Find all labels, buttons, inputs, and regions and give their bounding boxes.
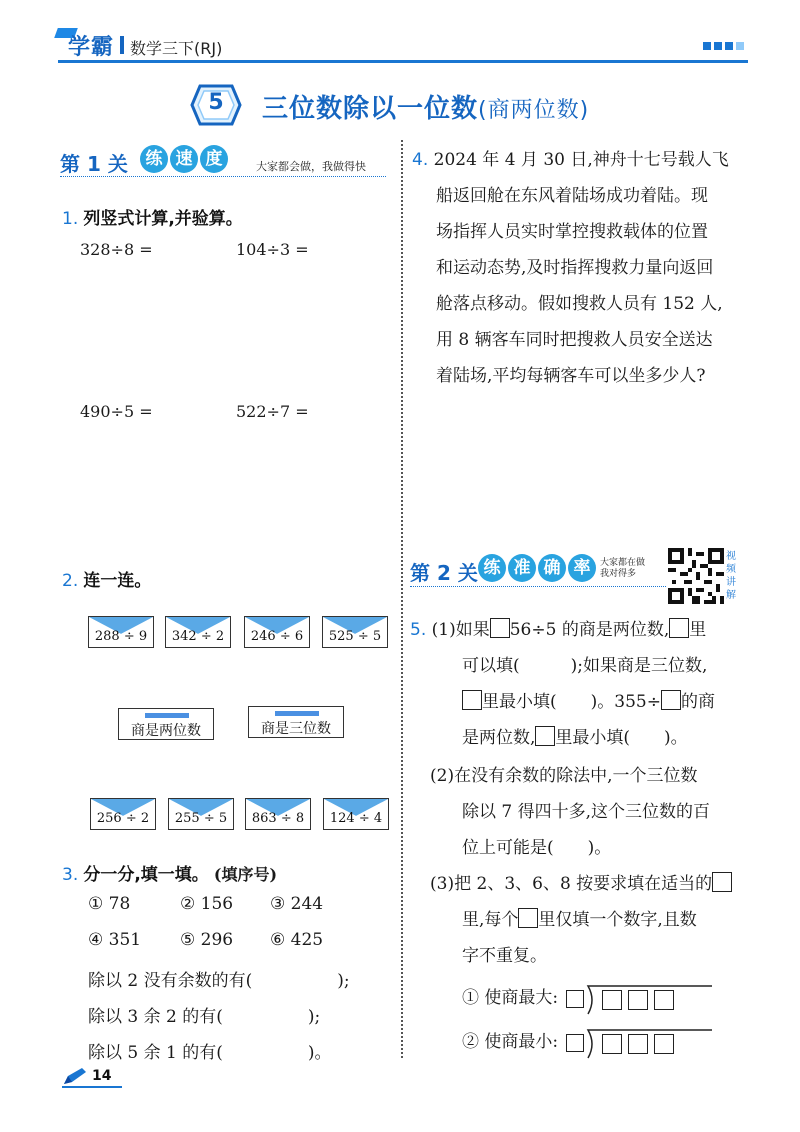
q5-p2-line1: (2)在没有余数的除法中,一个三位数 (430, 766, 698, 786)
dividend-box[interactable] (602, 1034, 622, 1054)
q4-line: 着陆场,平均每辆客车可以坐多少人? (436, 366, 706, 386)
q5-p2-line2: 除以 7 得四十多,这个三位数的百 (462, 802, 711, 822)
q1-item: 490÷5 = (80, 402, 153, 421)
envelope-value: 525 ÷ 5 (328, 629, 382, 644)
footer-rule (62, 1086, 122, 1088)
level1-pills (140, 145, 230, 173)
tag-text: 商是三位数 (261, 721, 331, 737)
envelope-card[interactable] (323, 798, 389, 830)
q3-number: 3. (62, 865, 79, 885)
q3-option: ⑤ 296 (180, 930, 234, 950)
q1-heading (62, 204, 243, 229)
q5-p1-line4: 是两位数, 里最小填( )。 (462, 728, 688, 748)
q4-line: 4. 2024 年 4 月 30 日,神舟十七号载人飞 (412, 150, 729, 170)
video-explain-label[interactable]: 视 频 讲 解 (726, 551, 736, 601)
divisor-box[interactable] (566, 990, 584, 1008)
digit-box[interactable] (669, 618, 689, 638)
lesson-title-main: 三位数除以一位数 (262, 94, 479, 124)
header-squares-icon (703, 42, 744, 50)
tag-bar (145, 713, 189, 718)
q5-p3-sub1: ① 使商最大: (462, 988, 559, 1008)
envelope-card[interactable] (165, 616, 231, 648)
dividend-box[interactable] (654, 990, 674, 1010)
header-rule (58, 60, 748, 63)
q5-number: 5. (410, 620, 427, 640)
level2-underline (410, 586, 666, 587)
level2-label: 第 2 关 (410, 561, 478, 585)
level2-motto: 大家都在做 我对得多 (600, 558, 646, 579)
header-separator (120, 36, 124, 54)
q3-text: 分一分,填一填。 (83, 865, 209, 885)
q4-line: 用 8 辆客车同时把搜救人员安全送达 (436, 330, 713, 350)
q5-p3-line2: 里,每个 里仅填一个数字,且数 (462, 910, 697, 930)
envelope-card[interactable] (245, 798, 311, 830)
lesson-number: 5 (208, 90, 224, 115)
digit-box[interactable] (462, 690, 482, 710)
level1-motto: 大家都会做，我做得快 (256, 160, 366, 173)
q5-p3-sub2: ② 使商最小: (462, 1032, 559, 1052)
q4-line: 舱落点移动。假如搜救人员有 152 人, (436, 294, 723, 314)
q3-option: ③ 244 (270, 894, 324, 914)
q3-option: ① 78 (88, 894, 131, 914)
pill: 度 (200, 145, 228, 173)
q1-text: 列竖式计算,并验算。 (83, 209, 243, 229)
pill: 练 (140, 145, 168, 173)
q3-option: ② 156 (180, 894, 234, 914)
page-number: 14 (92, 1068, 112, 1084)
level2-pills (478, 554, 598, 582)
digit-box[interactable] (490, 618, 510, 638)
dividend-box[interactable] (654, 1034, 674, 1054)
envelope-value: 255 ÷ 5 (174, 811, 228, 826)
digit-box[interactable] (535, 726, 555, 746)
q5-p3-line1: (3)把 2、3、6、8 按要求填在适当的 (430, 866, 732, 902)
q4-line: 场指挥人员实时掌控搜救载体的位置 (436, 222, 708, 242)
envelope-value: 124 ÷ 4 (329, 811, 383, 826)
envelope-value: 863 ÷ 8 (251, 811, 305, 826)
category-tag[interactable] (118, 708, 214, 740)
q3-option: ④ 351 (88, 930, 142, 950)
q5-p2-line3[interactable]: 位上可能是( )。 (462, 838, 612, 858)
pill: 确 (538, 554, 566, 582)
dividend-box[interactable] (602, 990, 622, 1010)
envelope-value: 256 ÷ 2 (96, 811, 150, 826)
envelope-value: 246 ÷ 6 (250, 629, 304, 644)
qr-code-icon[interactable] (668, 548, 724, 604)
q3-heading (62, 860, 277, 885)
dividend-box[interactable] (628, 990, 648, 1010)
pill: 速 (170, 145, 198, 173)
envelope-card[interactable] (244, 616, 310, 648)
level1-underline (60, 176, 386, 177)
q4-block (412, 142, 748, 394)
envelope-card[interactable] (90, 798, 156, 830)
q1-number: 1. (62, 209, 79, 229)
envelope-value: 288 ÷ 9 (94, 629, 148, 644)
q5-p3-line3: 字不重复。 (462, 946, 547, 966)
tag-bar (275, 711, 319, 716)
envelope-card[interactable] (168, 798, 234, 830)
q1-item: 328÷8 = (80, 240, 153, 259)
level1-label: 第 1 关 (60, 152, 128, 176)
envelope-value: 342 ÷ 2 (171, 629, 225, 644)
q3-hint: (填序号) (213, 865, 278, 884)
q3-fill[interactable]: 除以 3 余 2 的有( ); (88, 1007, 321, 1027)
divisor-box[interactable] (566, 1034, 584, 1052)
lesson-title-sub: (商两位数) (478, 98, 590, 123)
q5-p1-line3: 里最小填( )。355÷ 的商 (462, 684, 715, 720)
digit-box[interactable] (518, 908, 538, 928)
envelope-card[interactable] (322, 616, 388, 648)
q4-number: 4. (412, 150, 429, 170)
q3-fill[interactable]: 除以 5 余 1 的有( )。 (88, 1043, 332, 1063)
lesson-title (262, 88, 589, 125)
q1-item: 104÷3 = (236, 240, 309, 259)
tag-text: 商是两位数 (131, 723, 201, 739)
category-tag[interactable] (248, 706, 344, 738)
digit-box[interactable] (712, 872, 732, 892)
subject-title: 数学三下(RJ) (130, 39, 223, 58)
q4-line: 船返回舱在东风着陆场成功着陆。现 (436, 186, 708, 206)
q2-number: 2. (62, 571, 79, 591)
envelope-card[interactable] (88, 616, 154, 648)
q3-fill[interactable]: 除以 2 没有余数的有( ); (88, 971, 350, 991)
pill: 练 (478, 554, 506, 582)
brand-logo: 学霸 (68, 35, 115, 60)
digit-box[interactable] (661, 690, 681, 710)
pill: 率 (568, 554, 596, 582)
q5-p1-line2[interactable]: 可以填( );如果商是三位数, (462, 656, 708, 676)
q1-item: 522÷7 = (236, 402, 309, 421)
q3-option: ⑥ 425 (270, 930, 324, 950)
column-divider (401, 140, 403, 1058)
q4-line: 和运动态势,及时指挥搜救力量向返回 (436, 258, 714, 278)
dividend-box[interactable] (628, 1034, 648, 1054)
pill: 准 (508, 554, 536, 582)
q2-text: 连一连。 (83, 571, 152, 591)
q5-p1-line1: 5. (1)如果 56÷5 的商是两位数, 里 (410, 620, 707, 640)
pencil-icon (62, 1066, 88, 1086)
q2-heading (62, 566, 151, 591)
